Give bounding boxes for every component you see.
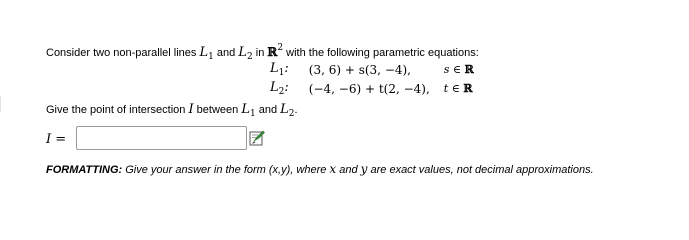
equation-l1-subscript: 1 <box>278 68 285 78</box>
equation-l2-expression: (−4, −6) + t(2, −4), <box>308 81 430 96</box>
equation-l2-label <box>270 79 309 98</box>
question-l2-subscript: 2 <box>288 109 295 119</box>
formatting-and: and <box>336 164 361 176</box>
line-l2-letter: L <box>238 45 247 60</box>
equation-l2-domain <box>444 79 474 98</box>
line-l1-symbol <box>199 45 213 60</box>
equation-l1-parameter: s <box>443 63 450 76</box>
equation-l1-colon: : <box>284 61 289 76</box>
question-text-start: Give the point of intersection <box>46 104 189 116</box>
question-and: and <box>255 104 281 116</box>
preview-icon <box>249 130 266 146</box>
equation-l1-real-set: ℝ <box>464 63 474 76</box>
left-edge-divider <box>0 96 1 112</box>
equation-l2-parameter: t <box>443 82 449 95</box>
parametric-equations <box>270 60 474 98</box>
equation-l2-subscript: 2 <box>278 87 285 97</box>
equation-row-l1 <box>270 60 474 79</box>
question-l1-letter: L <box>241 102 250 117</box>
equation-l1-domain <box>444 60 474 79</box>
line-l2-symbol <box>238 45 252 60</box>
line-l1-letter: L <box>199 45 209 60</box>
equation-l2-element-of: ∈ <box>448 82 464 95</box>
equation-l1-label <box>270 60 309 79</box>
equation-l1-element-of: ∈ <box>449 63 465 76</box>
formatting-text-start: Give your answer in the form (x,y), where <box>122 164 330 176</box>
prompt-text-end: with the following parametric equations: <box>283 47 479 59</box>
formatting-note <box>46 161 594 178</box>
formatting-x-symbol: x <box>329 162 337 176</box>
question-l2-symbol <box>280 102 294 117</box>
real-numbers-symbol: ℝ <box>267 45 278 59</box>
equation-l2-letter: L <box>270 80 279 95</box>
equation-l1-expression: (3, 6) + s(3, −4), <box>308 62 411 77</box>
question-l2-letter: L <box>280 102 289 117</box>
real-space-symbol <box>267 43 284 59</box>
formatting-label: FORMATTING: <box>46 164 123 176</box>
equation-l2-colon: : <box>284 80 289 95</box>
prompt-and: and <box>213 47 239 59</box>
formatting-y-symbol: y <box>360 162 368 176</box>
line-l1-subscript: 1 <box>208 52 214 62</box>
preview-button[interactable] <box>249 130 266 146</box>
point-i-symbol: I <box>188 102 194 117</box>
question-between: between <box>193 104 242 116</box>
dimension-exponent: 2 <box>277 43 284 53</box>
equation-row-l2 <box>270 79 474 98</box>
question-period: . <box>294 104 298 116</box>
line-l2-subscript: 2 <box>246 52 253 62</box>
prompt-in: in <box>252 47 268 59</box>
formatting-text-end: are exact values, not decimal approximations. <box>367 164 594 176</box>
question-l1-subscript: 1 <box>249 109 256 119</box>
prompt-text-start: Consider two non-parallel lines <box>46 47 200 59</box>
answer-input[interactable] <box>76 126 247 150</box>
question-text <box>46 102 298 122</box>
equation-l1-letter: L <box>270 61 279 76</box>
equation-l2-real-set: ℝ <box>463 82 473 95</box>
question-l1-symbol <box>241 102 255 117</box>
answer-label: I = <box>46 132 67 147</box>
